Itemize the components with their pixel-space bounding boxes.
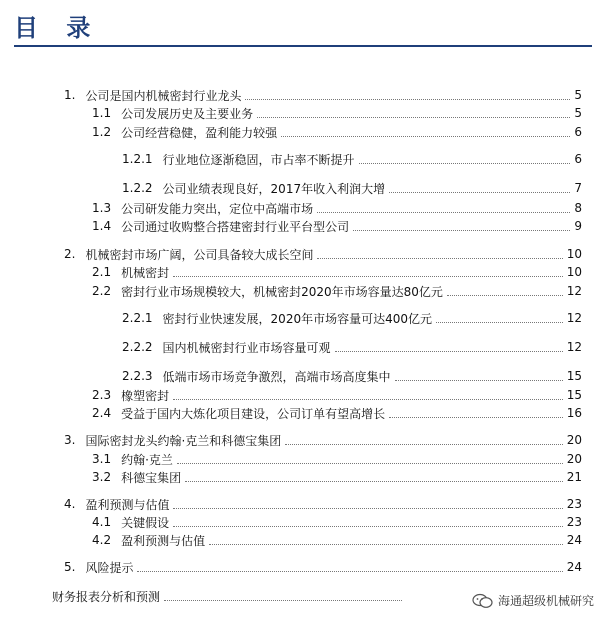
- toc-row[interactable]: [92, 530, 582, 550]
- page-title: 目 录: [14, 14, 101, 42]
- toc-label: 公司研发能力突出，定位中高端市场: [121, 201, 314, 216]
- toc-row[interactable]: [92, 467, 582, 487]
- toc-page: 24: [566, 560, 582, 574]
- toc-label: 风险提示: [85, 560, 134, 575]
- toc-page: 12: [566, 284, 582, 298]
- toc-row[interactable]: [64, 85, 582, 105]
- toc-row[interactable]: [92, 449, 582, 469]
- toc-row[interactable]: [122, 366, 582, 386]
- toc-number: 2.2.1: [122, 311, 153, 325]
- leader-dots: [137, 571, 562, 572]
- leader-dots: [285, 444, 562, 445]
- toc-page: 8: [574, 201, 582, 215]
- toc-label: 公司是国内机械密封行业龙头: [85, 88, 242, 103]
- toc-label: 科德宝集团: [121, 470, 182, 485]
- toc-label: 公司通过收购整合搭建密封行业平台型公司: [121, 219, 350, 234]
- leader-dots: [173, 399, 563, 400]
- leader-dots: [209, 544, 563, 545]
- toc-number: 2.3: [92, 388, 112, 402]
- leader-dots: [359, 163, 571, 164]
- toc-label: 行业地位逐渐稳固，市占率不断提升: [162, 152, 355, 167]
- toc-number: 5.: [64, 560, 76, 574]
- toc-page: 10: [566, 265, 582, 279]
- leader-dots: [173, 526, 563, 527]
- toc-page: 6: [574, 125, 582, 139]
- toc-number: 2.2.2: [122, 340, 153, 354]
- toc-page: 12: [566, 311, 582, 325]
- toc-label: 密封行业快速发展，2020年市场容量可达400亿元: [162, 311, 432, 326]
- toc-number: 2.1: [92, 265, 112, 279]
- toc-label: 橡塑密封: [121, 388, 170, 403]
- toc-row[interactable]: [64, 244, 582, 264]
- toc-page: 9: [574, 219, 582, 233]
- toc-page: 5: [574, 88, 582, 102]
- toc-number: 1.2: [92, 125, 112, 139]
- toc-row[interactable]: [92, 281, 582, 301]
- leader-dots: [173, 276, 563, 277]
- toc-page: 20: [566, 452, 582, 466]
- toc-row[interactable]: [92, 385, 582, 405]
- toc-page: 12: [566, 340, 582, 354]
- toc-label: 盈利预测与估值: [85, 497, 170, 512]
- toc-page: 23: [566, 515, 582, 529]
- toc-page: 23: [566, 497, 582, 511]
- toc-label: 机械密封市场广阔，公司具备较大成长空间: [85, 247, 314, 262]
- toc-label: 国内机械密封行业市场容量可观: [162, 340, 331, 355]
- toc-number: 1.2.2: [122, 181, 153, 195]
- toc-row[interactable]: [64, 557, 582, 577]
- toc-number: 2.: [64, 247, 76, 261]
- toc-number: 3.: [64, 433, 76, 447]
- toc-label: 低端市场市场竞争激烈，高端市场高度集中: [162, 369, 391, 384]
- toc-number: 1.2.1: [122, 152, 153, 166]
- leader-dots: [335, 351, 563, 352]
- toc-label: 公司业绩表现良好，2017年收入利润大增: [162, 181, 386, 196]
- toc-number: 1.: [64, 88, 76, 102]
- leader-dots: [257, 117, 570, 118]
- toc-label: 国际密封龙头约翰·克兰和科德宝集团: [85, 433, 282, 448]
- leader-dots: [436, 322, 563, 323]
- toc-page: 24: [566, 533, 582, 547]
- toc-number: 4.2: [92, 533, 112, 547]
- toc-row[interactable]: [64, 494, 582, 514]
- toc-number: 2.2: [92, 284, 112, 298]
- toc-row[interactable]: [122, 149, 582, 169]
- leader-dots: [281, 136, 570, 137]
- toc-row[interactable]: [64, 430, 582, 450]
- toc-page: 15: [566, 388, 582, 402]
- toc-label: 公司发展历史及主要业务: [121, 106, 254, 121]
- leader-dots: [185, 481, 563, 482]
- toc-row[interactable]: [92, 403, 582, 423]
- leader-dots: [317, 258, 562, 259]
- toc-label: 密封行业市场规模较大，机械密封2020年市场容量达80亿元: [121, 284, 443, 299]
- leader-dots: [395, 380, 563, 381]
- toc-page: 7: [574, 181, 582, 195]
- toc-page: 21: [566, 470, 582, 484]
- toc-page: 16: [566, 406, 582, 420]
- toc-number: 1.4: [92, 219, 112, 233]
- leader-dots: [389, 192, 570, 193]
- toc-row[interactable]: [122, 337, 582, 357]
- watermark: [472, 592, 594, 609]
- toc-page: 10: [566, 247, 582, 261]
- leader-dots: [317, 212, 570, 213]
- toc-row[interactable]: [52, 586, 406, 606]
- toc-label: 约翰·克兰: [121, 452, 173, 467]
- toc-page: 5: [574, 106, 582, 120]
- toc-row[interactable]: [92, 216, 582, 236]
- toc-row[interactable]: [92, 512, 582, 532]
- toc-row[interactable]: [122, 308, 582, 328]
- leader-dots: [173, 508, 562, 509]
- toc-row[interactable]: [122, 178, 582, 198]
- toc-label: 受益于国内大炼化项目建设，公司订单有望高增长: [121, 406, 386, 421]
- toc-row[interactable]: [92, 122, 582, 142]
- toc-row[interactable]: [92, 262, 582, 282]
- toc-page: 6: [574, 152, 582, 166]
- toc-number: 1.3: [92, 201, 112, 215]
- toc-label: 公司经营稳健，盈利能力较强: [121, 125, 278, 140]
- toc-label: 机械密封: [121, 265, 170, 280]
- toc-label: 财务报表分析和预测: [52, 589, 161, 604]
- toc-page: 15: [566, 369, 582, 383]
- toc-label: 关键假设: [121, 515, 170, 530]
- leader-dots: [447, 295, 563, 296]
- toc-label: 盈利预测与估值: [121, 533, 206, 548]
- toc-number: 3.2: [92, 470, 112, 484]
- toc-number: 1.1: [92, 106, 112, 120]
- wechat-icon: [472, 593, 494, 609]
- toc-number: 3.1: [92, 452, 112, 466]
- leader-dots: [353, 230, 570, 231]
- leader-dots: [245, 99, 570, 100]
- toc-page: 20: [566, 433, 582, 447]
- toc-number: 2.4: [92, 406, 112, 420]
- watermark-text: 海通超级机械研究: [497, 594, 594, 608]
- leader-dots: [164, 600, 402, 601]
- toc-row[interactable]: [92, 198, 582, 218]
- toc-number: 4.1: [92, 515, 112, 529]
- toc-number: 2.2.3: [122, 369, 153, 383]
- toc-row[interactable]: [92, 103, 582, 123]
- leader-dots: [177, 463, 563, 464]
- leader-dots: [389, 417, 563, 418]
- toc-number: 4.: [64, 497, 76, 511]
